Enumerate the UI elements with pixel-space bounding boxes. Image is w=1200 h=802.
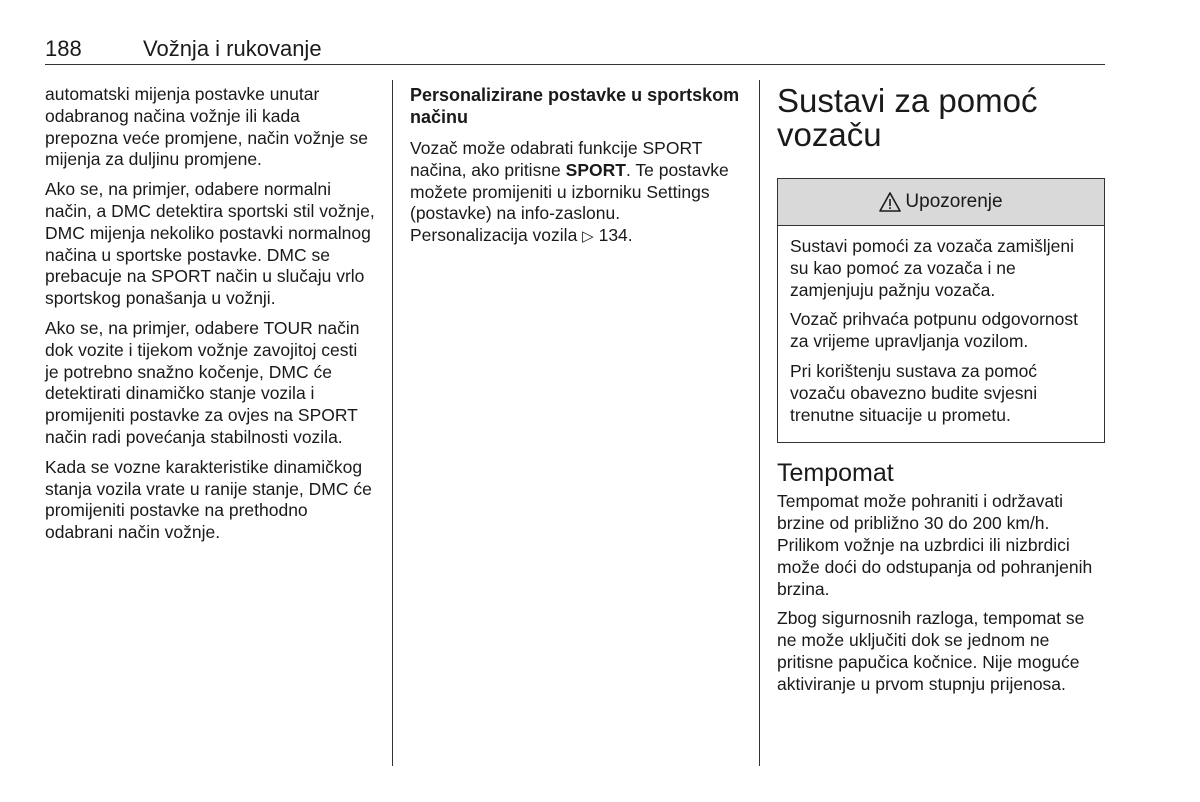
- column-divider: [392, 80, 393, 766]
- warning-box: [777, 178, 1105, 443]
- column-3: [777, 84, 1107, 704]
- header-divider: [45, 64, 1105, 65]
- warning-paragraph: Sustavi pomoći za vozača zamišljeni su kao pomoć za vozača i ne zamjenjuju pažnju vozača.: [790, 236, 1075, 300]
- paragraph-text: . Te postavke možete promijeniti u izborniku Settings (postavke) na info-zaslonu. Personalizacija vozila: [410, 159, 729, 246]
- paragraph: Zbog sigurnosnih razloga, tempomat se ne može uključiti dok se jednom ne pritisne papučica kočnice. Nije moguće aktiviranje u prvom stupnju prijenosa.: [777, 608, 1085, 694]
- warning-body: [778, 226, 1104, 442]
- column-divider: [759, 80, 760, 766]
- warning-paragraph: Vozač prihvaća potpunu odgovornost za vrijeme upravljanja vozilom.: [790, 309, 1078, 352]
- column-1: [45, 84, 375, 552]
- page-header: [45, 36, 1105, 66]
- chapter-title: Sustavi za pomoć vozaču: [777, 82, 1038, 153]
- running-title: Vožnja i rukovanje: [143, 36, 322, 61]
- warning-header: [778, 179, 1104, 226]
- warning-triangle-icon: [879, 192, 901, 212]
- paragraph: Ako se, na primjer, odabere normalni način, a DMC detektira sportski stil vožnje, DMC mijenja nekoliko postavki normalnog načina u sportske postavke. DMC se prebacuje na SPORT način u slučaju vrlo sportskog ponašanja u vožnji.: [45, 179, 375, 309]
- paragraph-text: Vozač može odabrati funkcije SPORT načina, ako pritisne: [410, 138, 703, 180]
- sport-button-label: SPORT: [565, 159, 626, 180]
- warning-label: Upozorenje: [905, 191, 1003, 213]
- page-reference[interactable]: 134.: [598, 225, 633, 246]
- page-reference-icon[interactable]: ▷: [582, 228, 594, 246]
- paragraph: automatski mijenja postavke unutar odabranog načina vožnje ili kada prepozna veće promjene, način vožnje se mijenja za duljinu promjene.: [45, 84, 368, 170]
- section-heading: Personalizirane postavke u sportskom načinu: [410, 85, 740, 127]
- section-title: Tempomat: [777, 459, 894, 488]
- page-number: 188: [45, 36, 82, 61]
- column-2: [410, 84, 740, 256]
- warning-paragraph: Pri korištenju sustava za pomoć vozaču obavezno budite svjesni trenutne situacije u prometu.: [790, 360, 1038, 425]
- paragraph: Ako se, na primjer, odabere TOUR način dok vozite i tijekom vožnje zavojitoj cesti je potrebno snažno kočenje, DMC će detektirati dinamičko stanje vozila i promijeniti postavke za ovjes na SPORT način radi povećanja stabilnosti vozila.: [45, 317, 360, 447]
- paragraph: Kada se vozne karakteristike dinamičkog stanja vozila vrate u ranije stanje, DMC će promijeniti postavke na prethodno odabrani način vožnje.: [45, 456, 372, 543]
- paragraph: [410, 138, 740, 248]
- paragraph: Tempomat može pohraniti i održavati brzine od približno 30 do 200 km/h. Prilikom vožnje na uzbrdici ili nizbrdici može doći do odstupanja od pohranjenih brzina.: [777, 491, 1093, 599]
